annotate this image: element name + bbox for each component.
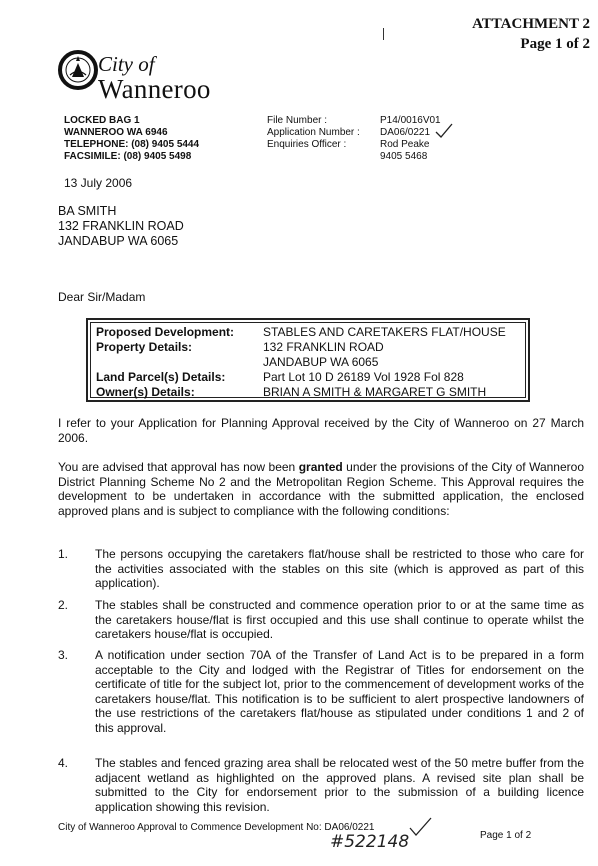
approval-text-start: You are advised that approval has now been: [58, 460, 299, 474]
file-info-row: [267, 151, 454, 163]
council-address: [64, 115, 199, 163]
approval-text-end: under the provisions of the City of Wanneroo District Planning Scheme No 2 and the Metropolitan Region Scheme. This Approval requires the development to be undertaken in accordance with the submitted application, the enclosed approved plans and is subject to compliance with the following conditions:: [58, 460, 584, 518]
condition-text: The stables shall be constructed and commence operation prior to or at the same time as the caretakers house/flat is first occupied and this use shall continue to operate whilst the caretakers house/flat is occupied.: [95, 598, 584, 641]
details-box-inner: [90, 322, 526, 398]
details-label: Land Parcel(s) Details:: [96, 370, 226, 384]
condition-text: A notification under section 70A of the Transfer of Land Act is to be prepared in a form acceptable to the City and lodged with the Registrar of Titles for endorsement on the certificate of title for the subject lot, prior to the commencement of development works of the caretakers house/flat. This notification is to be sufficient to alert prospective landowners of the use restrictions of the caretakers flat/house as stipulated under conditions 1 and 2 of this approval.: [95, 648, 584, 735]
recipient-line: 132 FRANKLIN ROAD: [58, 219, 184, 233]
details-value: STABLES AND CARETAKERS FLAT/HOUSE: [263, 325, 506, 339]
condition-number: 3.: [58, 648, 69, 662]
condition-number: 4.: [58, 756, 69, 770]
file-info-value: 9405 5468: [380, 151, 428, 162]
city-logo: [58, 50, 218, 106]
details-label: Owner(s) Details:: [96, 385, 195, 399]
details-label: Proposed Development:: [96, 325, 235, 339]
handwritten-reference: #522148: [330, 832, 410, 852]
file-info-label: Application Number :: [267, 127, 360, 138]
address-line: WANNEROO WA 6946: [64, 127, 168, 138]
details-label: Property Details:: [96, 340, 193, 354]
details-value: JANDABUP WA 6065: [263, 355, 379, 369]
file-info-row: [267, 115, 454, 127]
city-seal-icon: [58, 50, 98, 90]
attachment-label: ATTACHMENT 2: [472, 16, 590, 32]
letter-date: 13 July 2006: [64, 176, 133, 190]
file-info-row: [267, 127, 454, 139]
condition-text: The persons occupying the caretakers flat/house shall be restricted to those who care for the activities associated with the stables on this site (which is approved as part of this application).: [95, 547, 584, 590]
footer-reference: City of Wanneroo Approval to Commence Development No: DA06/0221: [58, 822, 375, 833]
handwritten-tick-icon: [434, 123, 454, 139]
details-value: 132 FRANKLIN ROAD: [263, 340, 384, 354]
logo-wanneroo: Wanneroo: [98, 74, 211, 104]
pen-mark: [383, 28, 384, 40]
footer-tick-icon: [408, 816, 434, 838]
condition-text: The stables and fenced grazing area shall be relocated west of the 50 metre buffer from the adjacent wetland as highlighted on the approved plans. A revised site plan shall be submitted to the City for endorsement prior to the submission of a building licence application showing this revision.: [95, 756, 584, 814]
attachment-page: Page 1 of 2: [520, 36, 590, 52]
attachment-header: [472, 14, 590, 54]
development-details-box: [86, 318, 530, 402]
approval-granted: granted: [298, 460, 343, 474]
page-number: Page 1 of 2: [480, 830, 532, 841]
details-value: BRIAN A SMITH & MARGARET G SMITH: [263, 385, 487, 399]
file-info-label: File Number :: [267, 115, 328, 126]
recipient-line: JANDABUP WA 6065: [58, 234, 179, 248]
address-line: LOCKED BAG 1: [64, 115, 140, 126]
approval-paragraph: [58, 460, 584, 518]
file-info-row: [267, 139, 454, 151]
file-info-value: P14/0016V01: [380, 115, 441, 126]
file-info: [267, 115, 454, 163]
file-info-label: [267, 151, 380, 163]
condition-number: 2.: [58, 598, 69, 612]
file-info-value: DA06/0221: [380, 127, 431, 138]
details-value: Part Lot 10 D 26189 Vol 1928 Fol 828: [263, 370, 464, 384]
condition-number: 1.: [58, 547, 69, 561]
file-info-value: Rod Peake: [380, 139, 430, 150]
file-info-label: Enquiries Officer :: [267, 139, 347, 150]
address-line: FACSIMILE: (08) 9405 5498: [64, 151, 192, 162]
intro-paragraph: I refer to your Application for Planning Approval received by the City of Wanneroo on 27 March 2006.: [58, 416, 584, 445]
recipient-line: BA SMITH: [58, 204, 117, 218]
recipient-address: [58, 204, 184, 249]
address-line: TELEPHONE: (08) 9405 5444: [64, 139, 200, 150]
salutation: Dear Sir/Madam: [58, 290, 146, 304]
logo-city-of: City of: [98, 52, 155, 76]
